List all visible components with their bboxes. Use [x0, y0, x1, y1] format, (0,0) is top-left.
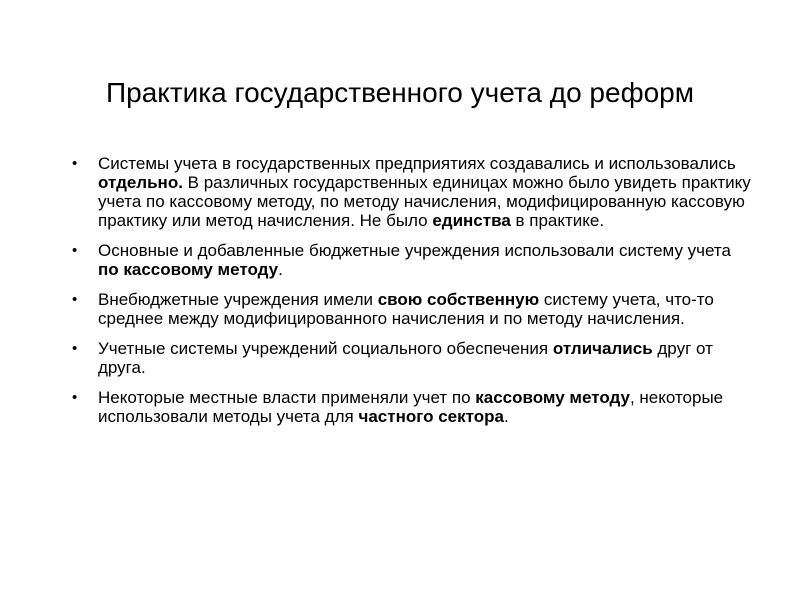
bullet-text-run: Некоторые местные власти применяли учет по: [98, 388, 476, 407]
bullet-text-emphasis: единства: [432, 211, 511, 230]
bullet-icon: •: [72, 155, 78, 172]
bullet-text: [98, 290, 714, 328]
bullet-text: [98, 388, 723, 426]
bullet-icon: •: [72, 291, 78, 308]
bullet-icon: •: [72, 340, 78, 357]
bullet-text: [98, 154, 751, 230]
bullet-text-run: Системы учета в государственных предприятиях создавались и использовались: [98, 154, 736, 173]
bullet-text-emphasis: свою собственную: [377, 290, 540, 309]
bullet-text-emphasis: отдельно.: [98, 173, 183, 192]
bullet-text: [98, 241, 731, 279]
bullet-text-run: друг от друга.: [98, 339, 713, 377]
bullet-text-run: систему учета, что-то среднее между модифицированного начисления и по методу начисления.: [98, 290, 714, 328]
bullet-item: [72, 290, 752, 328]
bullet-text-emphasis: отличались: [552, 339, 653, 358]
bullet-text-emphasis: кассовому методу: [475, 388, 630, 407]
bullet-text: [98, 339, 713, 377]
bullet-item: [72, 339, 752, 377]
bullet-item: [72, 241, 752, 279]
bullet-item: [72, 154, 752, 230]
bullet-icon: •: [72, 389, 78, 406]
bullet-text-run: Учетные системы учреждений социального обеспечения: [98, 339, 553, 358]
bullet-icon: •: [72, 242, 78, 259]
bullet-text-run: Основные и добавленные бюджетные учреждения использовали систему учета: [98, 241, 731, 260]
bullet-list: [72, 154, 752, 437]
bullet-text-run: .: [503, 407, 509, 426]
bullet-text-run: В различных государственных единицах можно было увидеть практику учета по кассовому методу, по методу начисления, модифицированную кассовую практику или метод начисления. Не было: [98, 173, 751, 230]
bullet-text-emphasis: частного сектора: [358, 407, 504, 426]
slide-title: Практика государственного учета до реформ: [106, 77, 694, 108]
bullet-item: [72, 388, 752, 426]
bullet-text-run: .: [278, 260, 283, 279]
bullet-text-run: , некоторые использовали методы учета для: [98, 388, 724, 426]
bullet-text-run: Внебюджетные учреждения имели: [98, 290, 378, 309]
bullet-text-run: в практике.: [510, 211, 605, 230]
bullet-text-emphasis: по кассовому методу: [98, 260, 279, 279]
